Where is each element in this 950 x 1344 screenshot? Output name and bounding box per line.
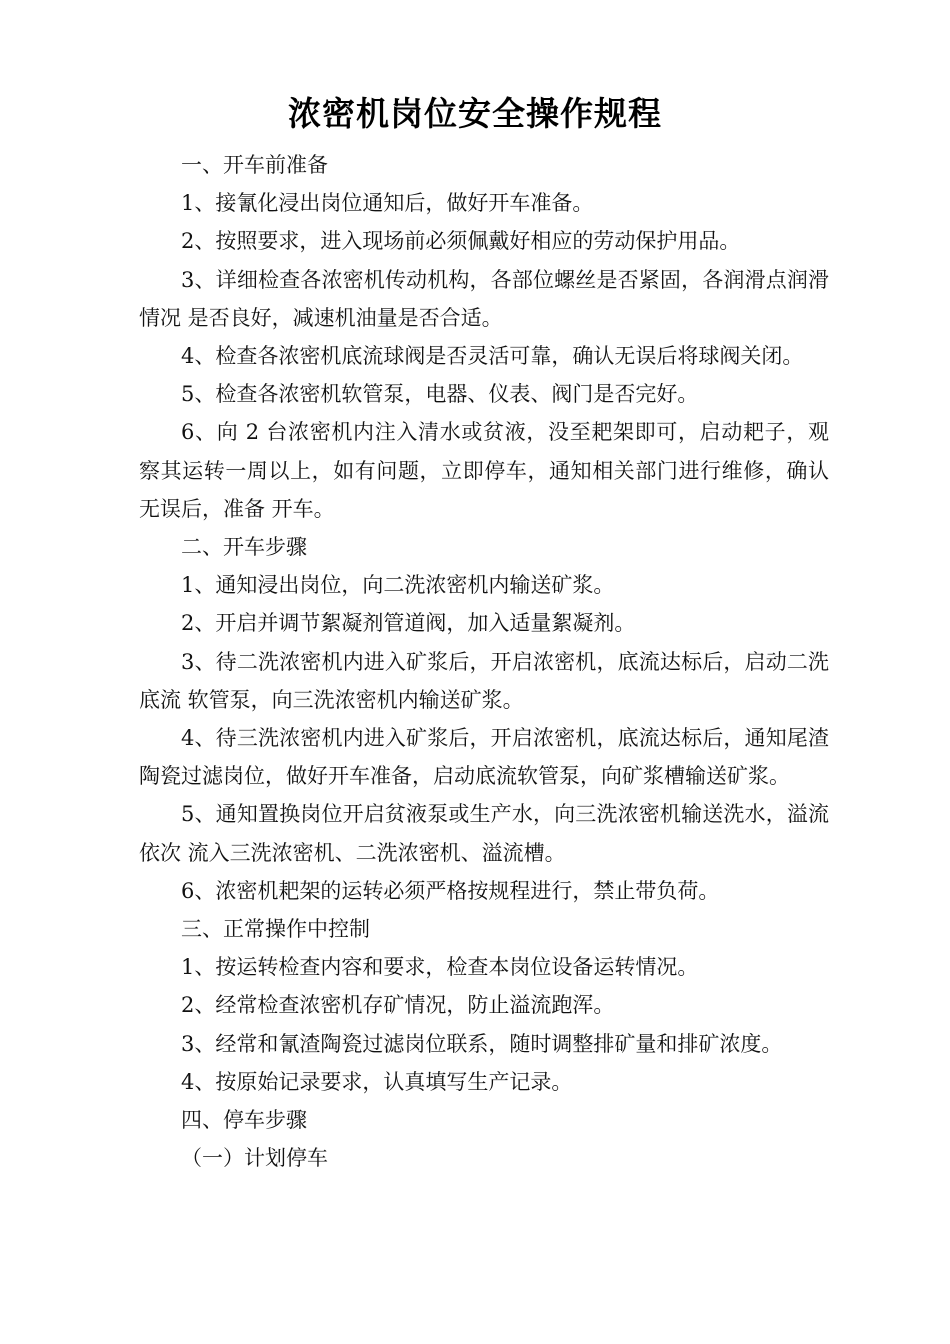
paragraph: 3、待二洗浓密机内进入矿浆后，开启浓密机，底流达标后，启动二洗底流 软管泵，向三洗浓密机内输送矿浆。 — [139, 649, 829, 712]
paragraph: 1、接氰化浸出岗位通知后，做好开车准备。 — [181, 191, 594, 216]
section-heading-shutdown-steps: 四、停车步骤 — [181, 1108, 307, 1133]
paragraph: 3、详细检查各浓密机传动机构，各部位螺丝是否紧固，各润滑点润滑情况 是否良好，减速机油量是否合适。 — [139, 267, 829, 330]
paragraph: 5、检查各浓密机软管泵，电器、仪表、阀门是否完好。 — [181, 382, 699, 407]
document-title: 浓密机岗位安全操作规程 — [288, 94, 662, 133]
paragraph: 4、待三洗浓密机内进入矿浆后，开启浓密机，底流达标后，通知尾渣陶瓷过滤岗位，做好开车准备，启动底流软管泵，向矿浆槽输送矿浆。 — [139, 726, 829, 789]
document-body — [139, 146, 829, 1177]
section-heading-startup-preparation: 一、开车前准备 — [181, 153, 328, 177]
paragraph: 6、向 2 台浓密机内注入清水或贫液，没至耙架即可，启动耙子，观察其运转一周以上，如有问题，立即停车，通知相关部门进行维修，确认无误后，准备 开车。 — [139, 420, 829, 521]
paragraph: 1、通知浸出岗位，向二洗浓密机内输送矿浆。 — [181, 573, 615, 598]
paragraph: 1、按运转检查内容和要求，检查本岗位设备运转情况。 — [181, 955, 699, 980]
paragraph: 4、按原始记录要求，认真填写生产记录。 — [181, 1069, 573, 1094]
section-heading-normal-operation: 三、正常操作中控制 — [181, 917, 370, 942]
paragraph: 6、浓密机耙架的运转必须严格按规程进行，禁止带负荷。 — [181, 878, 720, 903]
paragraph: 2、经常检查浓密机存矿情况，防止溢流跑浑。 — [181, 993, 615, 1018]
section-heading-startup-steps: 二、开车步骤 — [181, 535, 307, 560]
paragraph: 5、通知置换岗位开启贫液泵或生产水，向三洗浓密机输送洗水，溢流依次 流入三洗浓密机、二洗浓密机、溢流槽。 — [139, 802, 829, 865]
paragraph: 3、经常和氰渣陶瓷过滤岗位联系，随时调整排矿量和排矿浓度。 — [181, 1031, 783, 1056]
paragraph: 2、开启并调节絮凝剂管道阀，加入适量絮凝剂。 — [181, 611, 636, 636]
paragraph: 2、按照要求，进入现场前必须佩戴好相应的劳动保护用品。 — [181, 229, 741, 254]
paragraph: 4、检查各浓密机底流球阀是否灵活可靠，确认无误后将球阀关闭。 — [181, 344, 804, 369]
subsection-heading-planned-shutdown: （一）计划停车 — [181, 1146, 328, 1171]
